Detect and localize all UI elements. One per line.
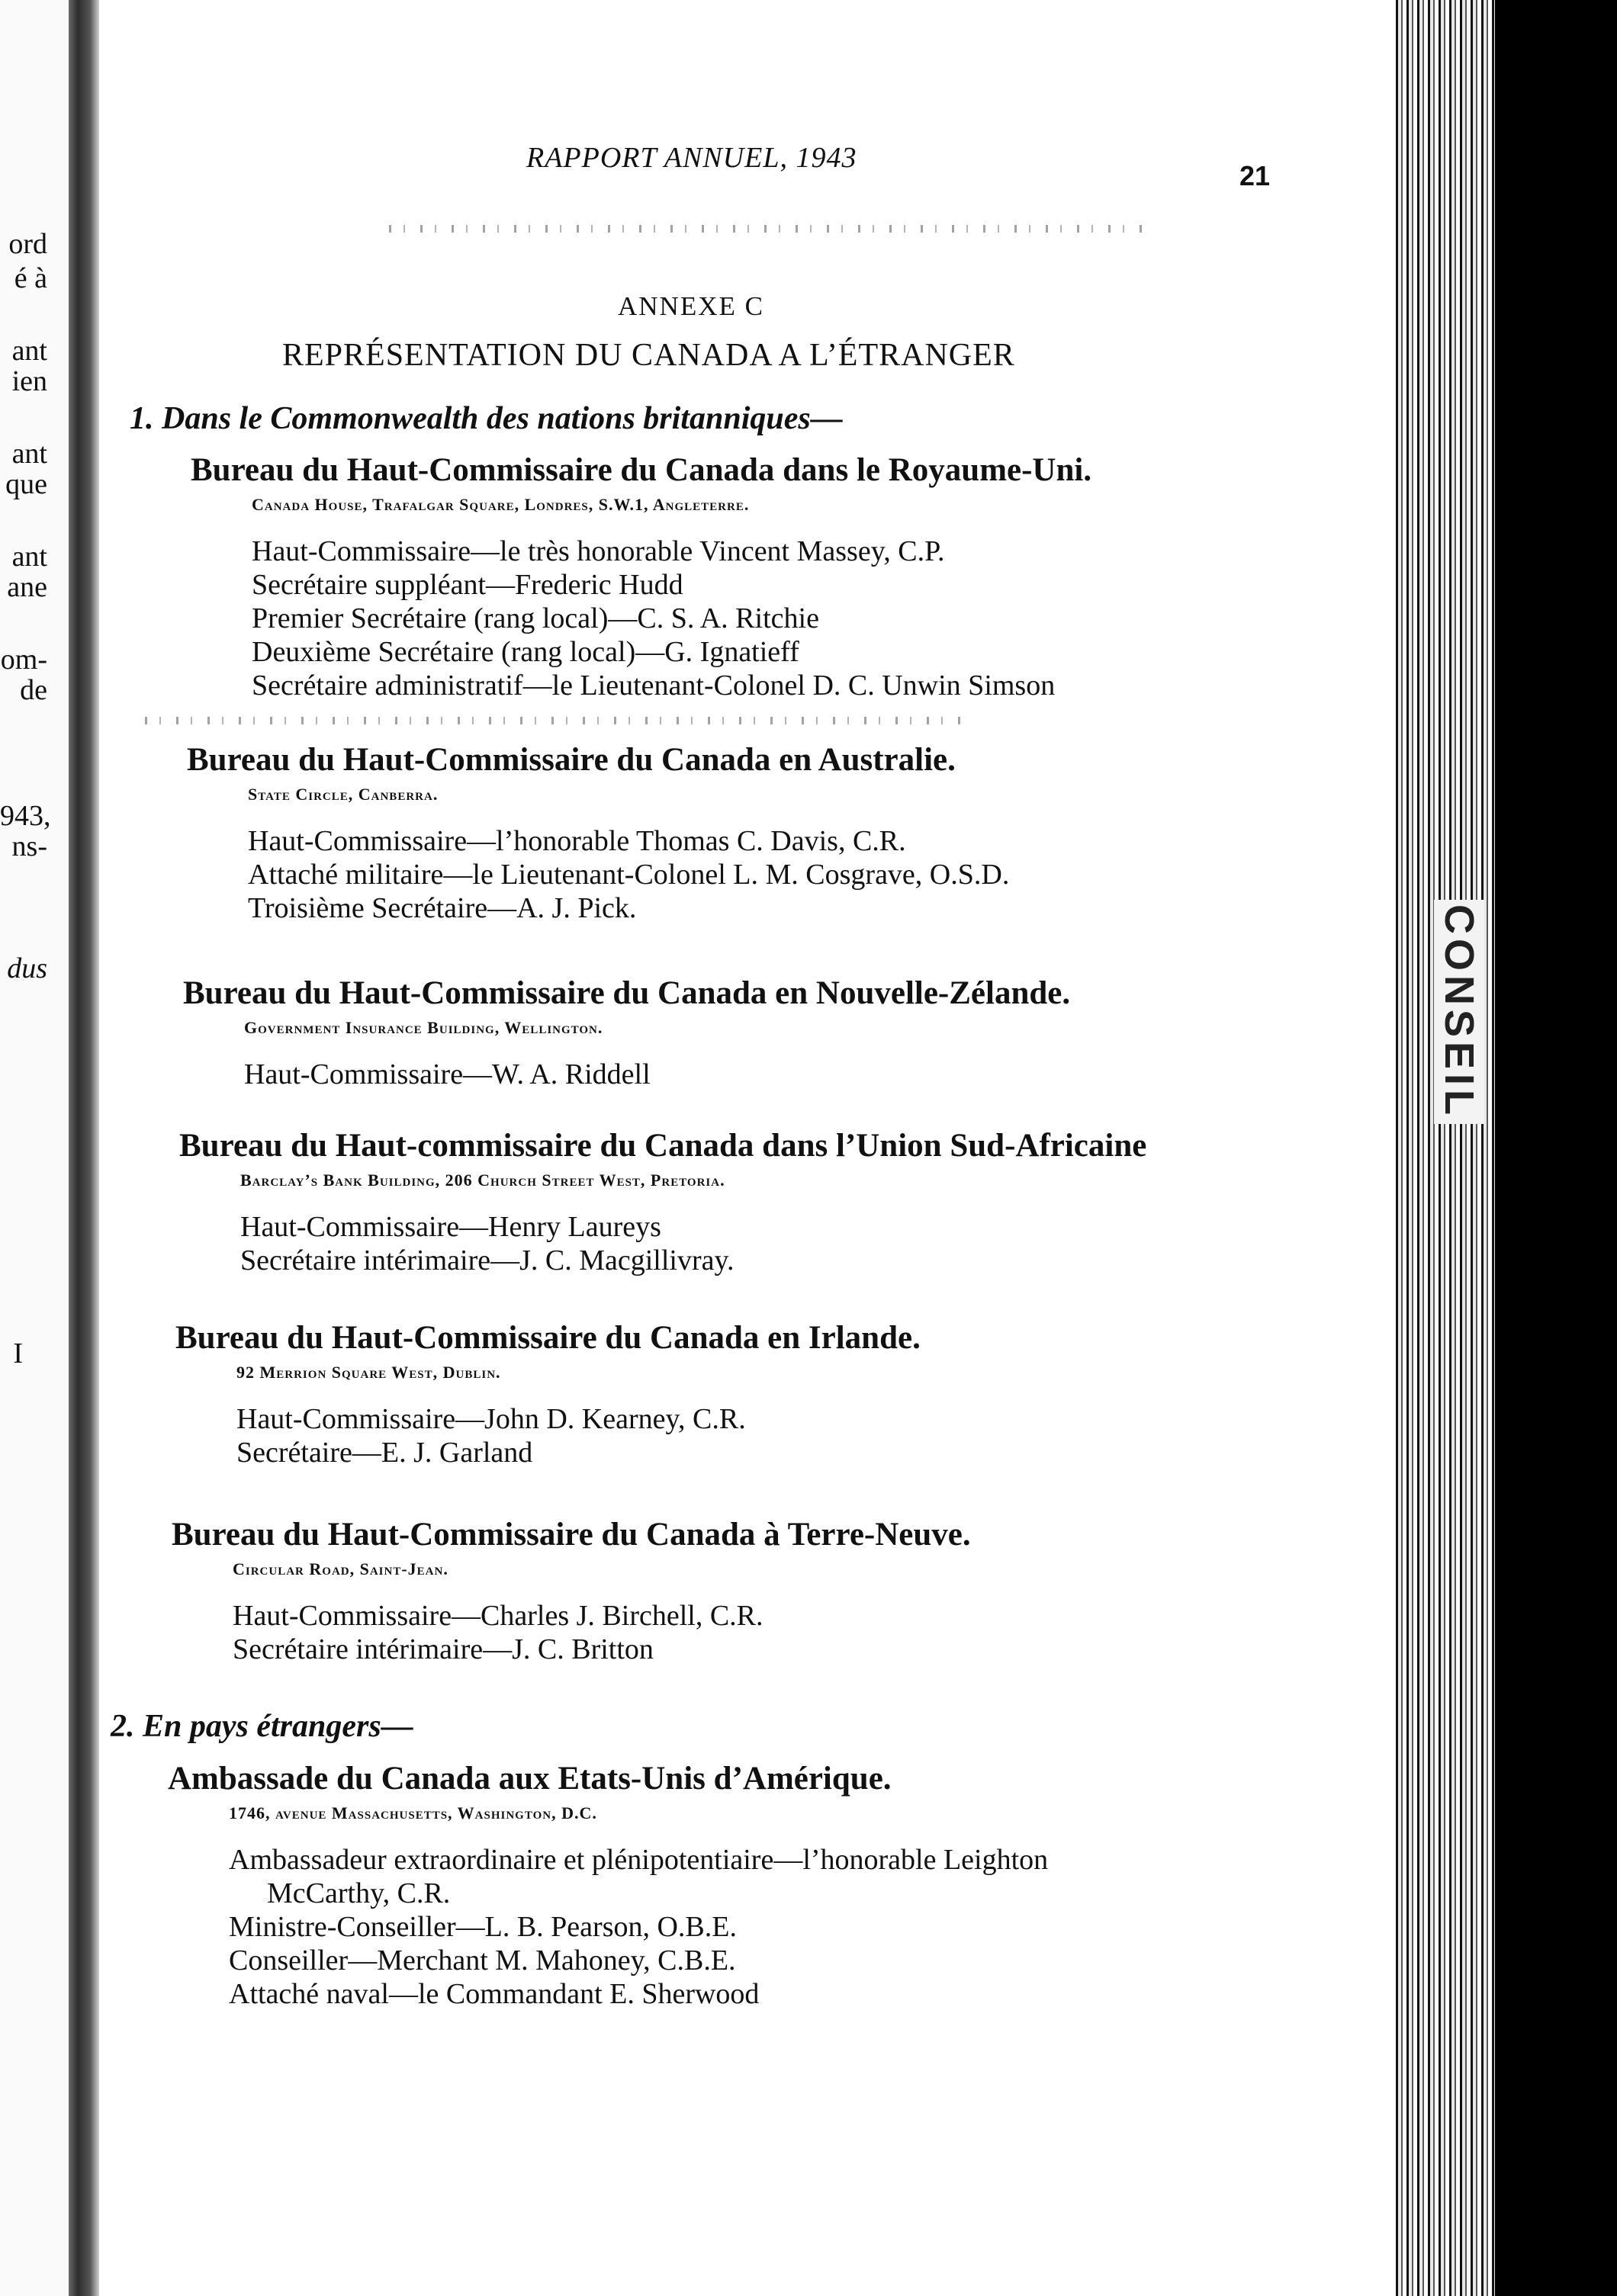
staff-entry: Attaché naval—le Commandant E. Sherwood — [229, 1978, 760, 2010]
office-name: Bureau du Haut-Commissaire du Canada en Nouvelle-Zélande. — [183, 975, 1071, 1011]
scan-noise — [389, 225, 1152, 233]
document-page — [99, 0, 1396, 2296]
margin-fragment: ane — [7, 571, 47, 603]
office-name: Bureau du Haut-Commissaire du Canada en Irlande. — [175, 1320, 921, 1356]
office-block-nouvelle-zelande — [183, 975, 1070, 1091]
scan-border — [1495, 0, 1617, 2296]
staff-list — [244, 1058, 1070, 1091]
office-block-irlande — [175, 1319, 921, 1469]
margin-fragment: 943, — [0, 800, 51, 832]
staff-entry: Haut-Commissaire—John D. Kearney, C.R. — [236, 1403, 746, 1435]
running-head: RAPPORT ANNUEL, 1943 — [526, 142, 857, 174]
margin-fragment: om- — [0, 644, 47, 676]
office-address: Circular Road, Saint-Jean. — [233, 1559, 448, 1578]
office-address: 1746, avenue Massachusetts, Washington, D.C. — [229, 1803, 597, 1822]
section-heading: 2. En pays étrangers— — [111, 1709, 413, 1744]
margin-fragment: que — [5, 468, 47, 500]
office-block-etats-unis — [168, 1760, 1048, 2011]
staff-list — [233, 1599, 971, 1666]
staff-entry: Secrétaire administratif—le Lieutenant-Colonel D. C. Unwin Simson — [252, 670, 1056, 702]
office-block-australie — [187, 741, 1009, 925]
staff-entry: Secrétaire intérimaire—J. C. Macgillivray. — [240, 1244, 735, 1276]
margin-fragment: ant — [11, 438, 47, 470]
staff-entry: Attaché militaire—le Lieutenant-Colonel L. M. Cosgrave, O.S.D. — [248, 859, 1010, 891]
staff-entry: Premier Secrétaire (rang local)—C. S. A. Ritchie — [252, 602, 819, 634]
staff-entry: Secrétaire—E. J. Garland — [236, 1437, 533, 1469]
staff-entry: Haut-Commissaire—Henry Laureys — [240, 1211, 661, 1243]
staff-entry-continuation: McCarthy, C.R. — [267, 1877, 451, 1909]
staff-entry: Secrétaire suppléant—Frederic Hudd — [252, 569, 683, 601]
staff-list — [248, 824, 1009, 925]
library-stamp: CONSEIL — [1434, 900, 1484, 1124]
margin-fragment: ant — [11, 335, 47, 367]
office-block-royaume-uni — [191, 451, 1091, 702]
margin-fragment: ord — [8, 228, 47, 260]
margin-fragment: I — [13, 1337, 23, 1370]
margin-fragment: é à — [14, 262, 47, 294]
page-title: REPRÉSENTATION DU CANADA A L’ÉTRANGER — [282, 338, 1015, 373]
scan-noise — [145, 717, 969, 724]
staff-entry: Secrétaire intérimaire—J. C. Britton — [233, 1633, 654, 1665]
staff-entry: Ambassadeur extraordinaire et plénipotentiaire—l’honorable Leighton — [229, 1844, 1049, 1876]
page-number: 21 — [1239, 160, 1271, 191]
staff-list — [240, 1210, 1146, 1277]
staff-entry: Deuxième Secrétaire (rang local)—G. Ignatieff — [252, 636, 799, 668]
office-address: Canada House, Trafalgar Square, Londres, S.W.1, Angleterre. — [252, 495, 750, 514]
margin-fragment: ant — [11, 541, 47, 573]
staff-entry: Ministre-Conseiller—L. B. Pearson, O.B.E. — [229, 1911, 737, 1943]
office-name: Bureau du Haut-Commissaire du Canada à Terre-Neuve. — [172, 1517, 971, 1553]
book-gutter — [69, 0, 99, 2296]
staff-list — [229, 1843, 1048, 2011]
page-edge-stack — [1396, 0, 1617, 2296]
margin-fragment: de — [20, 674, 47, 706]
office-address: Barclay’s Bank Building, 206 Church Street West, Pretoria. — [240, 1170, 725, 1190]
margin-fragment: dus — [7, 952, 47, 984]
staff-list — [252, 535, 1091, 702]
annex-label: ANNEXE C — [618, 291, 764, 321]
office-address: Government Insurance Building, Wellington. — [244, 1018, 603, 1037]
office-name: Ambassade du Canada aux Etats-Unis d’Amérique. — [168, 1761, 892, 1797]
staff-entry: Haut-Commissaire—Charles J. Birchell, C.R. — [233, 1600, 763, 1632]
staff-entry: Conseiller—Merchant M. Mahoney, C.B.E. — [229, 1944, 736, 1976]
adjacent-page-edge — [0, 0, 69, 2296]
staff-entry: Haut-Commissaire—le très honorable Vincent Massey, C.P. — [252, 535, 945, 567]
office-address: State Circle, Canberra. — [248, 785, 439, 804]
staff-entry: Haut-Commissaire—l’honorable Thomas C. Davis, C.R. — [248, 825, 906, 857]
staff-entry: Haut-Commissaire—W. A. Riddell — [244, 1058, 651, 1090]
staff-list — [236, 1402, 921, 1469]
office-name: Bureau du Haut-commissaire du Canada dans l’Union Sud-Africaine — [179, 1128, 1147, 1164]
office-block-terre-neuve — [172, 1516, 971, 1666]
margin-fragment: ns- — [11, 830, 47, 862]
staff-entry: Troisième Secrétaire—A. J. Pick. — [248, 892, 637, 924]
office-name: Bureau du Haut-Commissaire du Canada en Australie. — [187, 742, 956, 778]
section-heading: 1. Dans le Commonwealth des nations britanniques— — [130, 401, 843, 436]
margin-fragment: ien — [11, 365, 47, 397]
office-block-union-sud-africaine — [179, 1127, 1146, 1277]
office-address: 92 Merrion Square West, Dublin. — [236, 1363, 501, 1382]
office-name: Bureau du Haut-Commissaire du Canada dans le Royaume-Uni. — [191, 452, 1092, 488]
